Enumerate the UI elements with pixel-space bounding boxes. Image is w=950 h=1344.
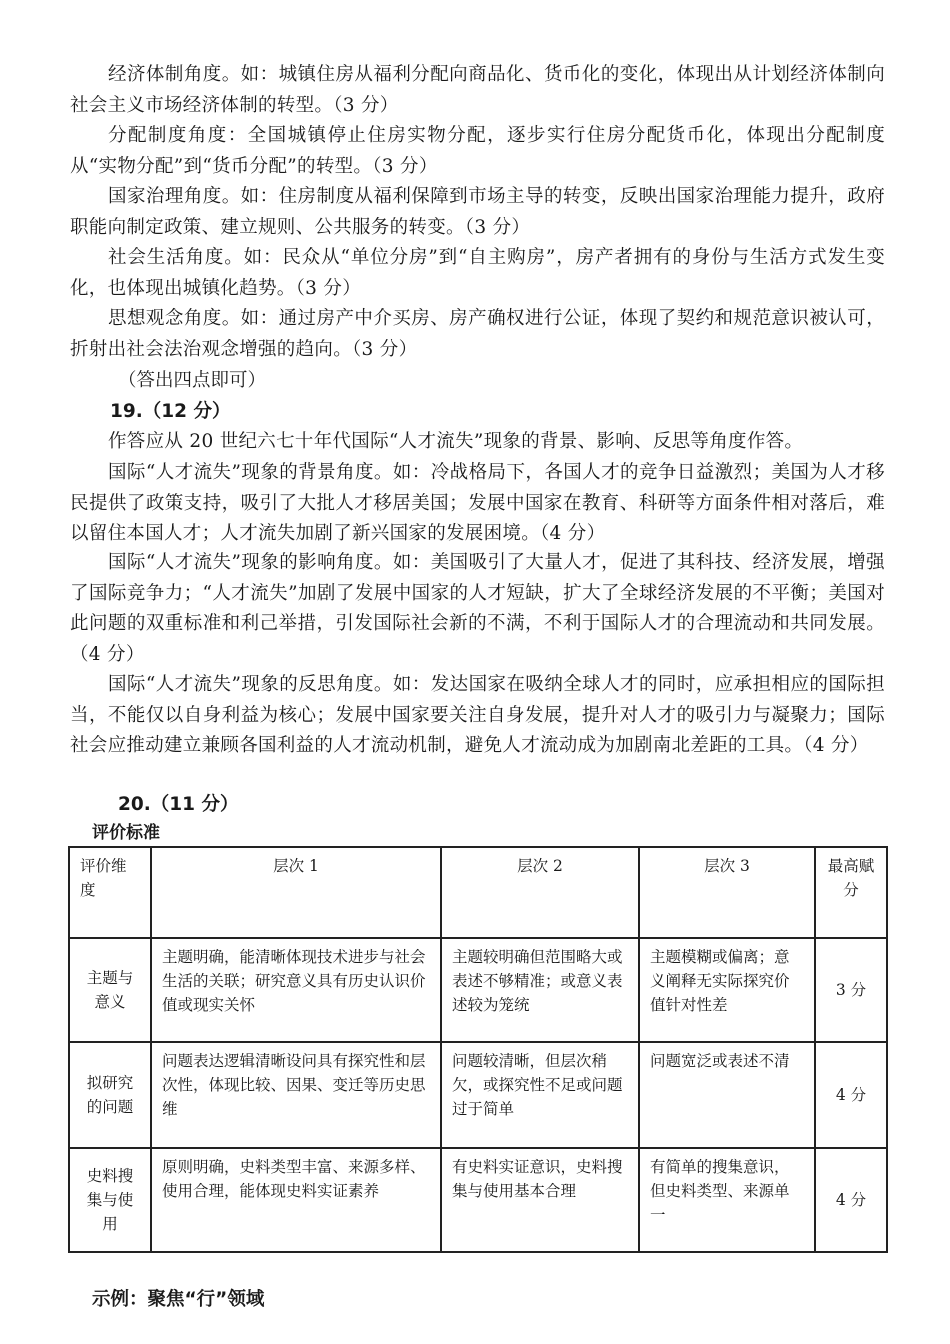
brain-drain-reflection-paragraph: 国际“人才流失”现象的反思角度。如：发达国家在吸纳全球人才的同时，应承担相应的国际担当，不能仅以自身利益为核心；发展中国家要关注自身发展，提升对人才的吸引力与凝聚力；国际社会应推动建立兼顾各国利益的人才流动机制，避免人才流动成为加剧南北差距的工具。（4 分） — [70, 674, 885, 756]
row-level-2: 有史料实证意识，史料搜集与使用基本合理 — [441, 1148, 639, 1252]
row-level-3: 问题宽泛或表述不清 — [639, 1042, 815, 1148]
row-dimension: 拟研究的问题 — [69, 1042, 151, 1148]
header-level-1: 层次 1 — [151, 847, 441, 938]
brain-drain-impact-paragraph: 国际“人才流失”现象的影响角度。如：美国吸引了大量人才，促进了其科技、经济发展，增强了国际竞争力；“人才流失”加剧了发展中国家的人才短缺，扩大了全球经济发展的不平衡；美国对此问题的双重标准和利己举措，引发国际社会新的不满，不利于国际人才的合理流动和共同发展。（4 分） — [70, 552, 885, 665]
row-dimension: 史料搜集与使用 — [69, 1148, 151, 1252]
row-score: 4 分 — [815, 1042, 887, 1148]
header-max-score: 最高赋分 — [815, 847, 887, 938]
row-level-2: 问题较清晰，但层次稍欠，或探究性不足或问题过于简单 — [441, 1042, 639, 1148]
ideology-paragraph: 思想观念角度。如：通过房产中介买房、房产确权进行公证，体现了契约和规范意识被认可，折射出社会法治观念增强的趋向。（3 分） — [70, 308, 885, 360]
national-governance-paragraph: 国家治理角度。如：住房制度从福利保障到市场主导的转变，反映出国家治理能力提升，政府职能向制定政策、建立规则、公共服务的转变。（3 分） — [70, 186, 885, 238]
header-level-3: 层次 3 — [639, 847, 815, 938]
table-row — [69, 1042, 887, 1148]
distribution-system-paragraph: 分配制度角度：全国城镇停止住房实物分配，逐步实行住房分配货币化，体现出分配制度从“实物分配”到“货币分配”的转型。（3 分） — [70, 125, 885, 177]
table-row — [69, 1148, 887, 1252]
question-20-heading: 20.（11 分） — [118, 794, 239, 815]
row-level-2: 主题较明确但范围略大或表述不够精准；或意义表述较为笼统 — [441, 938, 639, 1042]
row-level-3: 主题模糊或偏离；意义阐释无实际探究价值针对性差 — [639, 938, 815, 1042]
table-row — [69, 938, 887, 1042]
question-19-intro: 作答应从 20 世纪六七十年代国际“人才流失”现象的背景、影响、反思等角度作答。 — [108, 431, 804, 452]
evaluation-criteria-title: 评价标准 — [92, 823, 160, 843]
row-score: 3 分 — [815, 938, 887, 1042]
header-dimension: 评价维度 — [69, 847, 151, 938]
row-level-1: 原则明确，史料类型丰富、来源多样、使用合理，能体现史料实证素养 — [151, 1148, 441, 1252]
economic-system-paragraph: 经济体制角度。如：城镇住房从福利分配向商品化、货币化的变化，体现出从计划经济体制向社会主义市场经济体制的转型。（3 分） — [70, 64, 885, 116]
row-score: 4 分 — [815, 1148, 887, 1252]
row-level-1: 问题表达逻辑清晰设问具有探究性和层次性，体现比较、因果、变迁等历史思维 — [151, 1042, 441, 1148]
question-19-heading: 19.（12 分） — [110, 401, 231, 422]
social-life-paragraph: 社会生活角度。如：民众从“单位分房”到“自主购房”，房产者拥有的身份与生活方式发生变化，也体现出城镇化趋势。（3 分） — [70, 247, 885, 299]
header-level-2: 层次 2 — [441, 847, 639, 938]
row-level-3: 有简单的搜集意识，但史料类型、来源单一 — [639, 1148, 815, 1252]
row-dimension: 主题与意义 — [69, 938, 151, 1042]
table-header-row — [69, 847, 887, 938]
row-level-1: 主题明确，能清晰体现技术进步与社会生活的关联；研究意义具有历史认识价值或现实关怀 — [151, 938, 441, 1042]
answer-four-points-note: （答出四点即可） — [118, 370, 267, 391]
brain-drain-background-paragraph: 国际“人才流失”现象的背景角度。如：冷战格局下，各国人才的竞争日益激烈；美国为人才移民提供了政策支持，吸引了大批人才移居美国；发展中国家在教育、科研等方面条件相对落后，难以留住本国人才；人才流失加剧了新兴国家的发展困境。（4 分） — [70, 462, 885, 544]
example-heading: 示例：聚焦“行”领域 — [92, 1289, 265, 1310]
evaluation-rubric-table — [68, 846, 888, 1253]
